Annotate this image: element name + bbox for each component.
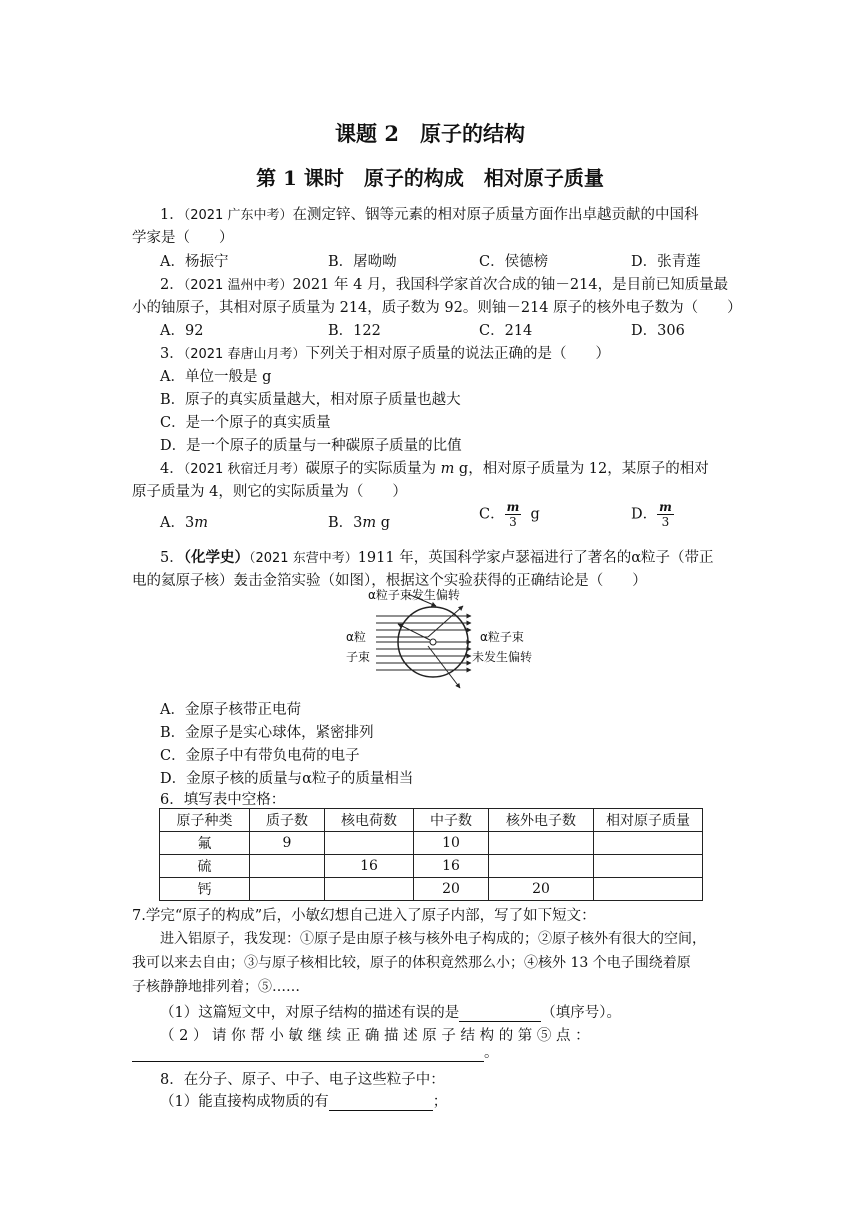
q4-option-b [328, 511, 390, 532]
q8-sub1-answer-blank[interactable] [329, 1094, 433, 1111]
q6-stem [160, 788, 285, 809]
table-cell [594, 832, 703, 855]
table-cell [594, 878, 703, 901]
q4-stem [160, 457, 709, 478]
q7-sub2: （ 2 ） 请 你 帮 小 敏 继 续 正 确 描 述 原 子 结 构 的 第 ⑤ 点 ： [160, 1028, 590, 1044]
q4-option-d-label: D． [631, 506, 658, 523]
q7-sub2-answer-blank[interactable] [132, 1045, 484, 1062]
q7-passage-line-3: 子核静静地排列着；⑤…… [132, 979, 300, 995]
rutherford-figure [338, 586, 558, 694]
label-alpha-beam-2: 子束 [346, 650, 371, 664]
table-cell [250, 878, 325, 901]
label-alpha-beam-1: α粒 [346, 630, 366, 644]
fraction-numerator: m [659, 500, 672, 514]
q1-text: 在测定锌、铟等元素的相对原子质量方面作出卓越贡献的中国科 [292, 207, 699, 223]
q1-stem-cont: 学家是（ ） [132, 230, 234, 246]
q8-stem: 8．在分子、原子、中子、电子这些粒子中： [160, 1072, 445, 1088]
q3-number: 3． [160, 346, 184, 362]
q4-option-c-fraction [505, 500, 522, 529]
q4-option-d [631, 500, 674, 529]
q1-option-b: B．屠呦呦 [328, 254, 397, 270]
q2-number: 2． [160, 277, 184, 293]
table-cell [325, 878, 414, 901]
q8-sub1-end: ； [432, 1094, 448, 1110]
q4-text-1: 碳原子的实际质量为 [305, 461, 441, 477]
q3-text: 下列关于相对原子质量的说法正确的是（ ） [305, 346, 610, 362]
q4-option-c-unit: g [530, 506, 540, 523]
table-row [160, 878, 703, 901]
q4-option-c [479, 500, 540, 529]
q4-text-2: g，相对原子质量为 12，某原子的相对 [454, 461, 709, 477]
q4-source: （2021 秋宿迁月考） [183, 462, 306, 477]
label-undeflected-1: α粒子束 [480, 630, 524, 644]
header-cell: 质子数 [250, 809, 325, 832]
q7-sub2-answer [132, 1041, 499, 1062]
table-cell [250, 855, 325, 878]
table-cell [489, 832, 594, 855]
table-cell: 钙 [160, 878, 250, 901]
header-cell: 相对原子质量 [594, 809, 703, 832]
q1-stem [160, 203, 698, 224]
q4-option-c-label: C． [479, 506, 505, 523]
q2-source: （2021 温州中考） [183, 278, 293, 293]
table-cell [594, 855, 703, 878]
table-cell: 16 [414, 855, 489, 878]
q5-text: 1911 年，英国科学家卢瑟福进行了著名的α粒子（带正 [357, 550, 714, 566]
fraction-denominator: 3 [661, 515, 670, 529]
q7-passage-line-1: 进入铝原子，我发现：①原子是由原子核与核外电子构成的；②原子核外有很大的空间， [160, 931, 706, 947]
q6-number: 6． [160, 792, 184, 808]
q2-text: 2021 年 4 月，我国科学家首次合成的铀－214，是目前已知质量最 [292, 277, 729, 293]
table-cell: 20 [414, 878, 489, 901]
table-cell: 10 [414, 832, 489, 855]
fraction-numerator: m [506, 500, 520, 514]
q4-option-b-var: m [362, 515, 377, 531]
header-cell: 原子种类 [160, 809, 250, 832]
header-cell: 核电荷数 [325, 809, 414, 832]
q3-option-a: A．单位一般是 g [160, 369, 272, 385]
q5-stem-cont: 电的氦原子核）轰击金箔实验（如图），根据这个实验获得的正确结论是（ ） [132, 573, 647, 589]
q5-option-a: A．金原子核带正电荷 [160, 702, 301, 718]
q7-passage-line-2: 我可以来去自由；③与原子核相比较，原子的体积竟然那么小；④核外 13 个电子围绕着原 [132, 955, 691, 971]
table-header-row [160, 809, 703, 832]
q5-tag: （化学史） [183, 549, 249, 566]
q4-option-b-unit: g [376, 515, 391, 531]
q5-stem [160, 546, 714, 567]
q1-option-c: C．侯德榜 [479, 254, 549, 270]
table-cell: 20 [489, 878, 594, 901]
q4-option-a-label: A．3 [160, 515, 195, 531]
q3-stem [160, 342, 610, 363]
q2-option-c: C．214 [479, 323, 533, 339]
label-undeflected-2: 未发生偏转 [472, 650, 533, 664]
lesson-subtitle: 第 1 课时 原子的构成 相对原子质量 [256, 166, 604, 190]
q2-stem [160, 273, 728, 294]
q4-number: 4． [160, 461, 184, 477]
header-cell: 核外电子数 [489, 809, 594, 832]
q2-stem-cont: 小的铀原子，其相对原子质量为 214，质子数为 92。则铀－214 原子的核外电子数为（ ） [132, 300, 742, 316]
q5-option-b: B．金原子是实心球体，紧密排列 [160, 725, 374, 741]
table-cell: 氟 [160, 832, 250, 855]
table-cell: 16 [325, 855, 414, 878]
q5-option-d: D．金原子核的质量与α粒子的质量相当 [160, 771, 414, 787]
q1-number: 1． [160, 207, 184, 223]
q6-text: 填写表中空格： [183, 792, 286, 808]
q8-sub1-text: （1）能直接构成物质的有 [160, 1094, 329, 1110]
q4-option-d-fraction [657, 500, 674, 529]
q7-sub1 [160, 1001, 621, 1022]
q3-option-d: D．是一个原子的质量与一种碳原子质量的比值 [160, 438, 462, 454]
label-deflected: α粒子束发生偏转 [368, 588, 460, 602]
table-cell [489, 855, 594, 878]
table-cell: 9 [250, 832, 325, 855]
q7-sub1-text: （1）这篇短文中，对原子结构的描述有误的是 [160, 1005, 460, 1021]
q4-var-m: m [440, 461, 455, 477]
q4-option-a [160, 511, 208, 532]
atom-table [159, 808, 703, 901]
q1-option-a: A．杨振宁 [160, 254, 229, 270]
q4-option-b-label: B．3 [328, 515, 363, 531]
q5-option-c: C．金原子中有带负电荷的电子 [160, 748, 360, 764]
q5-number: 5． [160, 550, 184, 566]
q3-source: （2021 春唐山月考） [183, 347, 306, 362]
fraction-denominator: 3 [509, 515, 517, 529]
q1-option-d: D．张青莲 [631, 254, 701, 270]
page-title: 课题 2 原子的结构 [335, 121, 525, 146]
q2-option-d: D．306 [631, 323, 685, 339]
q5-source: （2021 东营中考） [248, 551, 358, 566]
q4-stem-cont: 原子质量为 4，则它的实际质量为（ ） [132, 484, 407, 500]
q7-stem: 7.学完“原子的构成”后，小敏幻想自己进入了原子内部，写了如下短文： [132, 908, 596, 924]
q4-option-a-var: m [194, 515, 208, 531]
gold-nucleus [430, 639, 436, 645]
table-cell: 硫 [160, 855, 250, 878]
table-row [160, 832, 703, 855]
q8-sub1 [160, 1090, 447, 1111]
q7-sub1-text-end: （填序号）。 [541, 1005, 621, 1021]
table-row [160, 855, 703, 878]
header-cell: 中子数 [414, 809, 489, 832]
q2-option-a: A．92 [160, 323, 204, 339]
q7-sub1-answer-blank[interactable] [459, 1005, 541, 1022]
q7-sub2-end: 。 [484, 1045, 499, 1061]
q3-option-b: B．原子的真实质量越大，相对原子质量也越大 [160, 392, 461, 408]
q3-option-c: C．是一个原子的真实质量 [160, 415, 331, 431]
q1-source: （2021 广东中考） [183, 208, 293, 223]
q2-option-b: B．122 [328, 323, 381, 339]
table-cell [325, 832, 414, 855]
